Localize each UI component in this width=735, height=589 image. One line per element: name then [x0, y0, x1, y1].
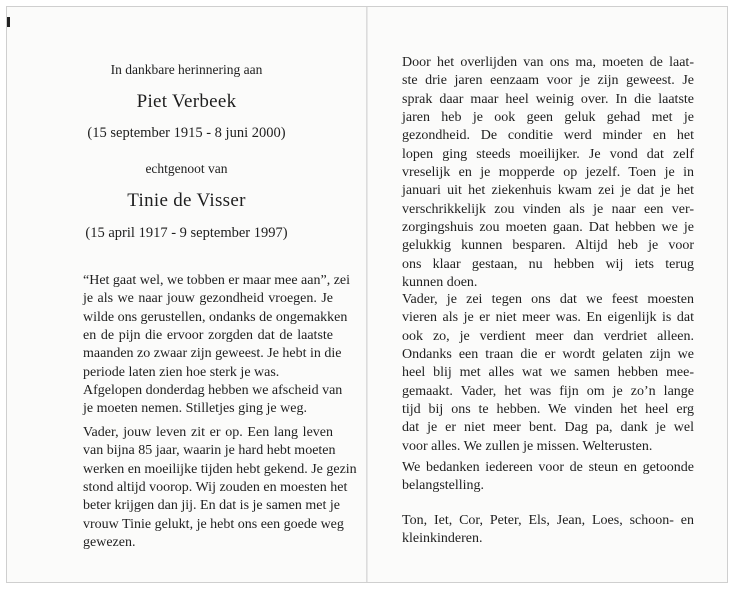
spouse-intro: echtgenoot van — [145, 161, 228, 176]
text-line: vrouw Tinie gelukt, je hebt ons een goede weg — [83, 516, 344, 532]
text-line: januari uit het ziekenhuis kwam zei je dat je het — [402, 183, 694, 199]
text-line: Vader, je zei tegen ons dat we feest moesten — [402, 292, 694, 307]
text-line: gewezen. — [83, 535, 136, 551]
text-line: werken en moeilijke tijden hebt gekend. Je gezin — [83, 461, 357, 477]
memorial-card — [6, 6, 728, 583]
text-line: verschrikkelijk zou vinden als je naar een ver- — [402, 201, 694, 217]
text-line: Door het overlijden van ons ma, moeten de laat- — [402, 55, 694, 70]
text-line: Vader, jouw leven zit er op. Een lang leven — [83, 425, 333, 440]
text-line: voor alles. We zullen je missen. Welterusten. — [402, 438, 653, 454]
text-line: gemaakt. Vader, het was fijn om je zo’n lange — [402, 383, 694, 399]
text-line: periode laten zien hoe sterk je was. — [83, 364, 280, 380]
spouse-name: Tinie de Visser — [127, 190, 246, 211]
text-line: lopen ging steeds moeilijker. Je vond dat zelf — [402, 146, 694, 162]
text-line: gelukkig kunnen besparen. Altijd heb je voor — [402, 238, 694, 254]
deceased-dates: (15 september 1915 - 8 juni 2000) — [87, 125, 286, 141]
text-line: van bijna 85 jaar, waarin je hard hebt moeten — [83, 443, 336, 459]
text-line: maanden zo zwaar zijn geweest. Je hebt in die — [83, 346, 342, 362]
card-fold — [366, 7, 368, 582]
text-line: beter krijgen dan jij. En dat is je samen met je — [83, 498, 340, 514]
text-line: vieren als je er niet meer was. En eigenlijk is dat — [402, 310, 694, 326]
text-line: ook zo, je verdient meer dan verdriet alleen. — [402, 328, 694, 344]
text-line: tijd bij ons te hebben. We vinden het heel erg — [402, 402, 694, 418]
text-line: belangstelling. — [402, 478, 485, 494]
text-line: vreselijk en je mopperde op jezelf. Toen je in — [402, 165, 694, 181]
right-paragraph-1 — [402, 54, 694, 292]
left-paragraph-1 — [83, 272, 351, 419]
text-line: Afgelopen donderdag hebben we afscheid van — [83, 383, 343, 399]
text-line: je moeten nemen. Stilletjes ging je weg. — [83, 401, 307, 417]
text-line: en de pijn die ervoor zorgden dat de laatste — [83, 328, 333, 344]
text-line: Ton, Iet, Cor, Peter, Els, Jean, Loes, schoon- en — [402, 513, 694, 528]
spouse-dates: (15 april 1917 - 9 september 1997) — [85, 225, 288, 241]
text-line: je als we naar jouw gezondheid vroegen. Je — [83, 291, 333, 307]
text-line: sprak daar maar heel weinig over. In die laatste — [402, 91, 694, 107]
text-line: heel blij met alles wat we samen hebben mee- — [402, 365, 694, 381]
text-line: We bedanken iedereen voor de steun en getoonde — [402, 460, 694, 475]
text-line: ste drie jaren eenzaam voor je zijn geweest. Je — [402, 73, 694, 89]
right-paragraph-3 — [402, 459, 694, 496]
text-line: “Het gaat wel, we tobben er maar mee aan”, zei — [83, 273, 351, 288]
text-line: Ondanks een traan die er wordt gelaten zijn we — [402, 347, 694, 363]
left-paragraph-2 — [83, 424, 357, 552]
text-line: gezondheid. De conditie werd minder en het — [402, 128, 694, 144]
text-line: jaren heb je ook geen geluk gehad met je — [402, 110, 694, 126]
right-paragraph-2 — [402, 291, 694, 456]
signature — [402, 512, 694, 549]
text-line: wilde ons gerustellen, ondanks de ongemakken — [83, 309, 348, 325]
text-line: stond altijd voorop. Wij zouden en moesten het — [83, 480, 348, 496]
deceased-name: Piet Verbeek — [136, 91, 237, 112]
text-line: ons klaar gestaan, nu hebben wij iets terug — [402, 256, 694, 272]
text-line: kleinkinderen. — [402, 531, 483, 547]
scan-mark — [7, 17, 10, 27]
intro-text: In dankbare herinnering aan — [110, 62, 263, 77]
text-line: dat je er niet meer bent. Dag pa, dank je wel — [402, 420, 694, 436]
text-line: zorgingshuis zou moeten gaan. Dat hebben we je — [402, 220, 694, 236]
text-line: kunnen doen. — [402, 275, 478, 291]
